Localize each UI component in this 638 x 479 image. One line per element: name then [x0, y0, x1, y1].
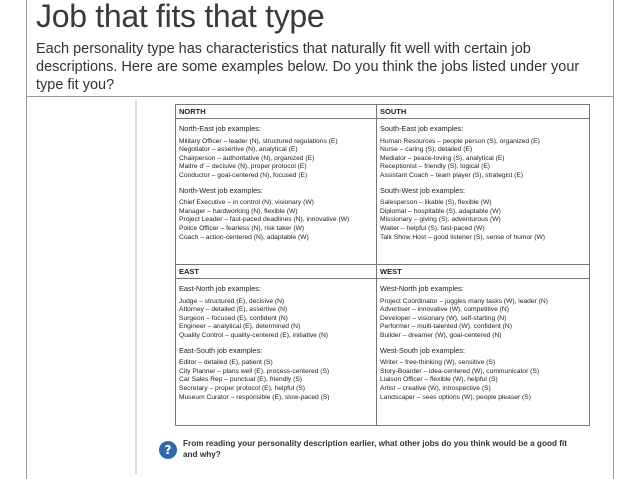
list-item: Liaison Officer – flexible (W), helpful (S)	[380, 376, 498, 384]
list-item: Coach – action-centered (N), adaptable (W)	[179, 233, 309, 241]
south-cell	[377, 105, 589, 265]
west-south-job-list	[380, 359, 586, 402]
question-mark-icon: ?	[159, 441, 177, 459]
list-item: Missionary – giving (S), adventurous (W)	[380, 216, 501, 224]
list-item: Museum Curator – responsible (E), slow-paced (S)	[179, 393, 330, 401]
east-header: EAST	[176, 266, 376, 279]
north-cell	[176, 105, 377, 265]
slide-title: Job that fits that type	[36, 0, 325, 34]
list-item: Human Resources – people person (S), organized (E)	[380, 137, 540, 145]
west-cell	[377, 265, 589, 425]
list-item: Maitre d’ – decisive (N), proper protocol (E)	[179, 163, 307, 171]
north-west-subheading: North-West job examples:	[179, 185, 263, 195]
list-item: Diplomat – hospitable (S), adaptable (W)	[380, 207, 501, 215]
list-item: Chief Executive – in control (N), visionary (W)	[179, 199, 314, 207]
reflection-question	[147, 434, 587, 468]
list-item: Performer – multi-talented (W), confident (N)	[380, 323, 512, 331]
east-south-subheading: East-South job examples:	[179, 345, 263, 355]
list-item: Talk Show Host – good listener (S), sense of humor (W)	[380, 233, 546, 241]
north-east-job-list	[179, 138, 373, 181]
compass-grid	[175, 104, 590, 426]
list-item: Developer – visionary (W), self-starting (N)	[380, 314, 507, 322]
list-item: Car Sales Rep – punctual (E), friendly (S)	[179, 376, 303, 384]
north-west-job-list	[179, 199, 373, 242]
list-item: Story-Boarder – idea-centered (W), communicator (S)	[380, 367, 540, 375]
question-text: From reading your personality description earlier, what other jobs do you think would be a good fit and why?	[183, 439, 567, 459]
list-item: Nurse – caring (S), detailed (E)	[380, 146, 473, 154]
north-east-subheading: North-East job examples:	[179, 124, 261, 133]
south-east-job-list	[380, 138, 586, 181]
east-north-job-list	[179, 298, 373, 341]
list-item: Surgeon – focused (E), confident (N)	[179, 314, 288, 322]
west-south-subheading: West-South job examples:	[380, 345, 466, 355]
north-header: NORTH	[176, 106, 376, 119]
list-item: Salesperson – likable (S), flexible (W)	[380, 199, 492, 207]
job-examples-table-image	[135, 100, 597, 474]
list-item: Judge – structured (E), decisive (N)	[179, 297, 285, 305]
west-header: WEST	[377, 266, 589, 279]
list-item: Builder – dreamer (W), goal-centered (N)	[380, 331, 502, 339]
list-item: Advertiser – innovative (W), competitive (N)	[380, 306, 509, 314]
list-item: Chairperson – authoritative (N), organized (E)	[179, 154, 315, 162]
list-item: Artist – creative (W), introspective (S)	[380, 384, 491, 392]
list-item: City Planner – plans well (E), process-centered (S)	[179, 367, 330, 375]
slide-left-border	[26, 0, 27, 479]
slide-right-border	[613, 0, 614, 479]
list-item: Quality Control – quality-centered (E), initiative (N)	[179, 331, 329, 339]
list-item: Police Officer – fearless (N), risk taker (W)	[179, 224, 305, 232]
south-west-subheading: South-West job examples:	[380, 185, 466, 195]
list-item: Manager – hardworking (N), flexible (W)	[179, 207, 298, 215]
list-item: Engineer – analytical (E), determined (N)	[179, 323, 301, 331]
east-north-subheading: East-North job examples:	[179, 284, 261, 293]
list-item: Receptionist – friendly (S), logical (E)	[380, 163, 491, 171]
east-south-job-list	[179, 359, 373, 402]
slide-intro-text: Each personality type has characteristics that naturally fit well with certain job descriptions. Here are some examples below. Do you think the jobs listed under your type fit you?	[36, 41, 580, 93]
east-cell	[176, 265, 377, 425]
south-header: SOUTH	[377, 106, 589, 119]
list-item: Negotiator – assertive (N), analytical (E)	[179, 146, 298, 154]
list-item: Landscaper – sees options (W), people pleaser (S)	[380, 393, 531, 401]
south-west-job-list	[380, 199, 586, 242]
list-item: Assistant Coach – team player (S), strategist (E)	[380, 171, 524, 179]
list-item: Project Coordinator – juggles many tasks (W), leader (N)	[380, 297, 548, 305]
divider-line	[26, 96, 614, 97]
list-item: Secretary – proper protocol (E), helpful (S)	[179, 384, 306, 392]
list-item: Project Leader – fast-paced deadlines (N), innovative (W)	[179, 216, 350, 224]
west-north-subheading: West-North job examples:	[380, 284, 464, 293]
list-item: Waiter – helpful (S), fast-paced (W)	[380, 224, 485, 232]
list-item: Conductor – goal-centered (N), focused (E)	[179, 171, 308, 179]
list-item: Military Officer – leader (N), structured regulations (E)	[179, 137, 338, 145]
west-north-job-list	[380, 298, 586, 341]
list-item: Mediator – peace-loving (S), analytical (E)	[380, 154, 505, 162]
list-item: Writer – free-thinking (W), sensitive (S)	[380, 359, 496, 367]
south-east-subheading: South-East job examples:	[380, 124, 464, 133]
list-item: Editor – detailed (E), patient (S)	[179, 359, 273, 367]
list-item: Attorney – detailed (E), assertive (N)	[179, 306, 288, 314]
